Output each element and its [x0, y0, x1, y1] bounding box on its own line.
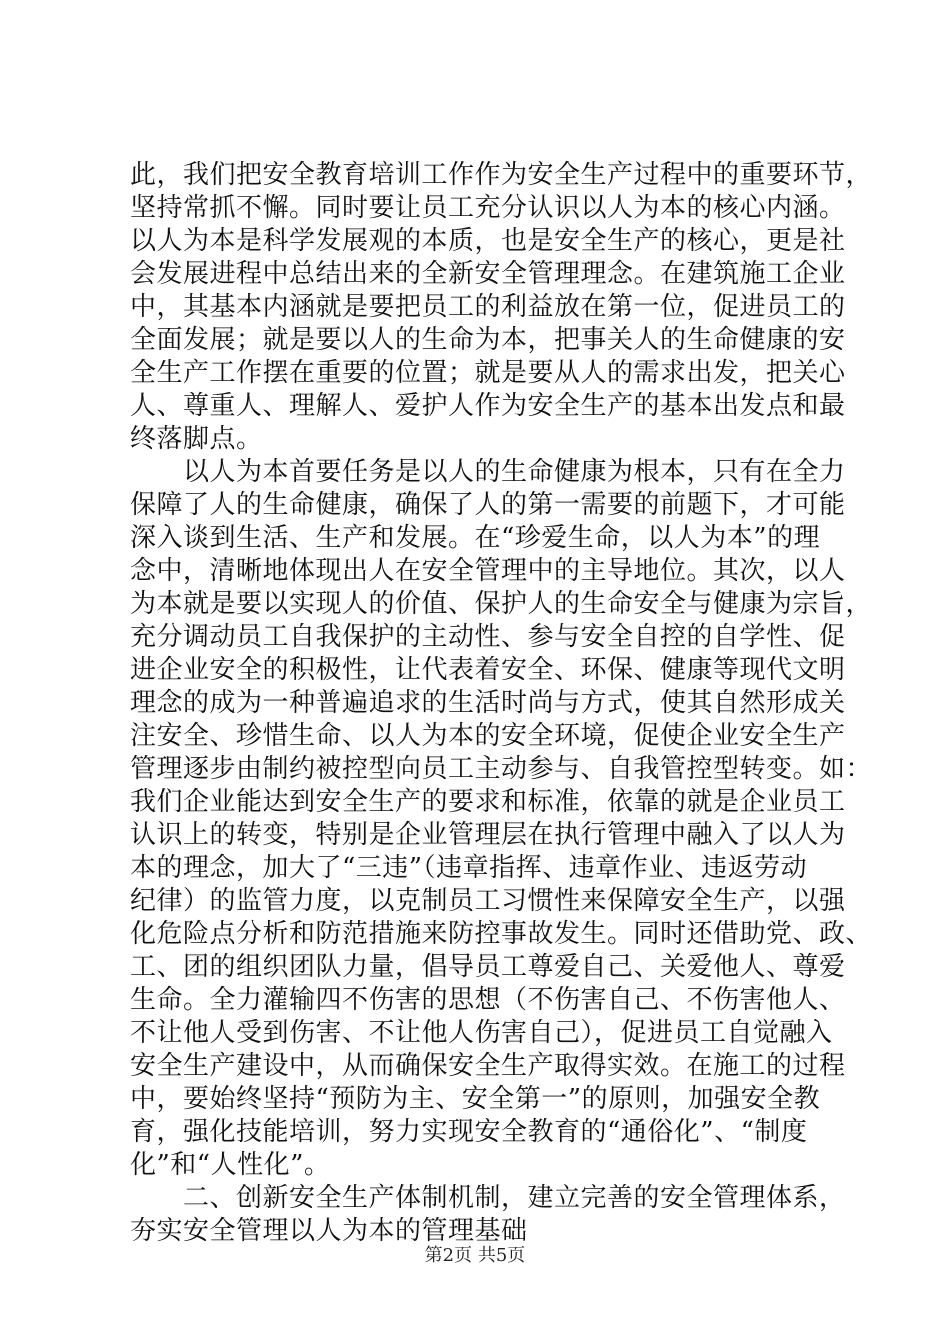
text-line: 注安全、珍惜生命、以人为本的安全环境，促使企业安全生产 [130, 721, 846, 751]
text-line: 此，我们把安全教育培训工作作为安全生产过程中的重要环节， [130, 160, 873, 190]
text-line: 充分调动员工自我保护的主动性、参与安全自控的自学性、促 [130, 622, 846, 652]
text-line: 夯实安全管理以人为本的管理基础 [130, 1216, 528, 1246]
text-line: 进企业安全的积极性，让代表着安全、环保、健康等现代文明 [130, 655, 846, 685]
text-line: 念中，清晰地体现出人在安全管理中的主导地位。其次，以人 [130, 556, 846, 586]
text-line: 为本就是要以实现人的价值、保护人的生命安全与健康为宗旨， [130, 589, 873, 619]
text-line: 人、尊重人、理解人、爱护人作为安全生产的基本出发点和最 [130, 391, 846, 421]
text-line: 工、团的组织团队力量，倡导员工尊爱自己、关爱他人、尊爱 [130, 952, 846, 982]
text-line: 化”和“人性化”。 [130, 1150, 331, 1180]
text-line: 管理逐步由制约被控型向员工主动参与、自我管控型转变。如： [130, 754, 873, 784]
text-line: 理念的成为一种普遍追求的生活时尚与方式，使其自然形成关 [130, 688, 846, 718]
text-line: 我们企业能达到安全生产的要求和标准，依靠的就是企业员工 [130, 787, 846, 817]
page-number-footer: 第2页 共5页 [424, 1245, 526, 1266]
text-line: 二、创新安全生产体制机制，建立完善的安全管理体系， [130, 1183, 846, 1213]
text-line: 化危险点分析和防范措施来防控事故发生。同时还借助党、政、 [130, 919, 873, 949]
text-line: 纪律）的监管力度，以克制员工习惯性来保障安全生产，以强 [130, 886, 846, 916]
text-line: 保障了人的生命健康，确保了人的第一需要的前题下，才可能 [130, 490, 846, 520]
text-line: 会发展进程中总结出来的全新安全管理理念。在建筑施工企业 [130, 259, 846, 289]
text-line: 坚持常抓不懈。同时要让员工充分认识以人为本的核心内涵。 [130, 193, 846, 223]
text-line: 认识上的转变，特别是企业管理层在执行管理中融入了以人为 [130, 820, 846, 850]
text-line: 中，要始终坚持“预防为主、安全第一”的原则，加强安全教 [130, 1084, 821, 1114]
text-line: 全生产工作摆在重要的位置；就是要从人的需求出发，把关心 [130, 358, 846, 388]
text-line: 生命。全力灌输四不伤害的思想（不伤害自己、不伤害他人、 [130, 985, 846, 1015]
text-line: 本的理念，加大了“三违”（违章指挥、违章作业、违返劳动 [130, 853, 808, 883]
text-line: 安全生产建设中，从而确保安全生产取得实效。在施工的过程 [130, 1051, 846, 1081]
text-line: 中，其基本内涵就是要把员工的利益放在第一位，促进员工的 [130, 292, 846, 322]
document-body [130, 159, 873, 1248]
text-line: 以人为本是科学发展观的本质，也是安全生产的核心，更是社 [130, 226, 846, 256]
text-line: 不让他人受到伤害、不让他人伤害自己），促进员工自觉融入 [130, 1018, 833, 1048]
text-line: 以人为本首要任务是以人的生命健康为根本，只有在全力 [130, 457, 846, 487]
text-line: 全面发展；就是要以人的生命为本，把事关人的生命健康的安 [130, 325, 846, 355]
text-line: 终落脚点。 [130, 424, 263, 454]
text-line: 育，强化技能培训，努力实现安全教育的“通俗化”、“制度 [130, 1117, 808, 1147]
text-line: 深入谈到生活、生产和发展。在“珍爱生命，以人为本”的理 [130, 523, 821, 553]
